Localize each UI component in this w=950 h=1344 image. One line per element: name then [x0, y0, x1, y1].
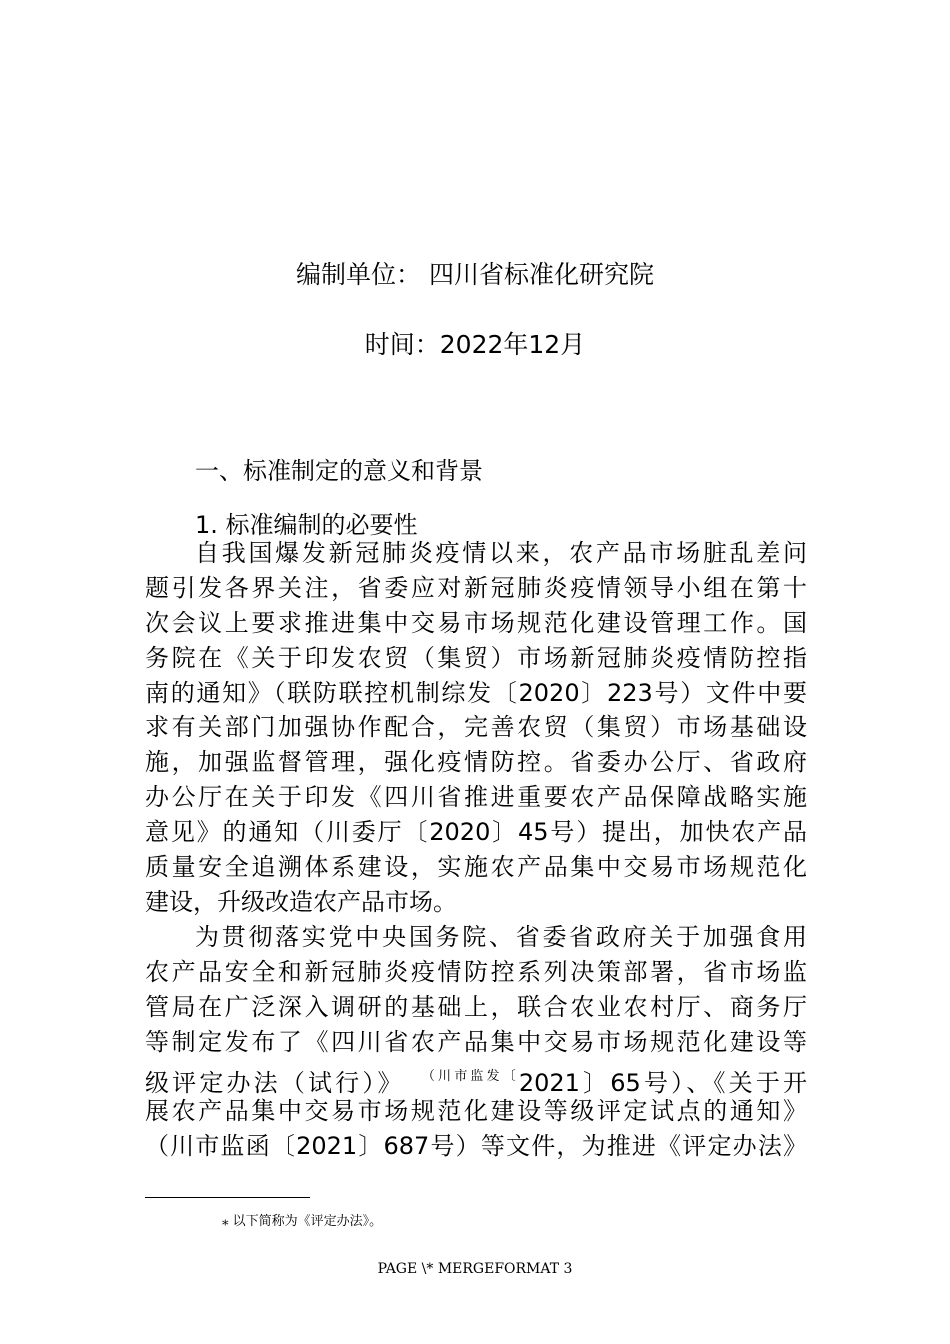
paragraph-1	[145, 536, 807, 920]
paragraph-line-with-superscript	[145, 1060, 807, 1095]
paragraph-line: 施，加强监督管理，强化疫情防控。省委办公厅、省政府	[145, 748, 807, 777]
paragraph-line: 展农产品集中交易市场规范化建设等级评定试点的通知》	[145, 1097, 807, 1126]
paragraph-line: 务院在《关于印发农贸（集贸）市场新冠肺炎疫情防控指	[145, 643, 807, 672]
paragraph-line: 意见》的通知（川委厅〔2020〕45号）提出，加快农产品	[145, 818, 807, 847]
paragraph-line: 建设，升级改造农产品市场。	[145, 887, 457, 916]
paragraph-line: 次会议上要求推进集中交易市场规范化建设管理工作。国	[145, 608, 807, 637]
paragraph-line: 自我国爆发新冠肺炎疫情以来，农产品市场脏乱差问	[195, 539, 807, 567]
paragraph-2	[145, 920, 807, 1164]
section-subheading: 1. 标准编制的必要性	[195, 511, 418, 539]
org-line: 编制单位： 四川省标准化研究院	[296, 260, 654, 289]
line-text-start: 级评定办法（试行）》	[145, 1068, 405, 1097]
paragraph-line: （川市监函〔2021〕687号）等文件，为推进《评定办法》	[145, 1132, 807, 1161]
date-line: 时间：2022年12月	[364, 330, 586, 359]
footnote-separator	[145, 1197, 310, 1198]
footnote: ⁎ 以下简称为《评定办法》。	[222, 1214, 383, 1229]
paragraph-line: 农产品安全和新冠肺炎疫情防控系列决策部署，省市场监	[145, 957, 807, 986]
paragraph-line: 管局在广泛深入调研的基础上，联合农业农村厅、商务厅	[145, 992, 807, 1021]
section-heading: 一、标准制定的意义和背景	[195, 457, 483, 485]
superscript-note: （川市监发〔	[418, 1068, 519, 1084]
paragraph-line: 为贯彻落实党中央国务院、省委省政府关于加强食用	[195, 923, 807, 951]
paragraph-line: 南的通知》（联防联控机制综发〔2020〕223号）文件中要	[145, 678, 807, 707]
paragraph-line: 求有关部门加强协作配合，完善农贸（集贸）市场基础设	[145, 713, 807, 742]
paragraph-line: 等制定发布了《四川省农产品集中交易市场规范化建设等	[145, 1027, 807, 1056]
page-footer: PAGE \* MERGEFORMAT 3	[377, 1261, 573, 1277]
paragraph-line: 办公厅在关于印发《四川省推进重要农产品保障战略实施	[145, 783, 807, 812]
paragraph-line: 题引发各界关注，省委应对新冠肺炎疫情领导小组在第十	[145, 573, 807, 602]
line-text-end: 2021〕65号）、《关于开	[518, 1068, 808, 1097]
paragraph-line: 质量安全追溯体系建设，实施农产品集中交易市场规范化	[145, 853, 807, 882]
